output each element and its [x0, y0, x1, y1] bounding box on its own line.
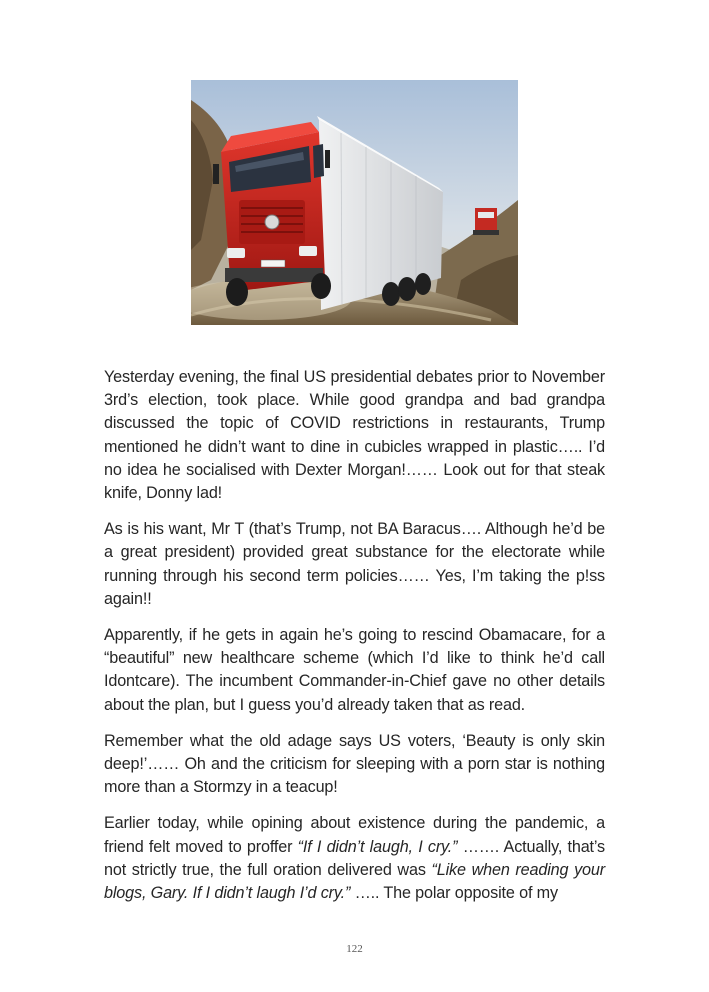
body-text: [104, 366, 605, 918]
paragraph-1-text: Yesterday evening, the final US presidential debates prior to November 3rd’s election, took place. While good grandpa and bad grandpa discussed the topic of COVID restrictions in restaurants, Trump mentioned he didn’t want to dine in cubicles wrapped in plastic….. I’d no idea he socialised with Dexter Morgan!…… Look out for that steak knife, Donny lad!: [104, 368, 605, 503]
paragraph-1: [104, 366, 605, 505]
paragraph-3: [104, 624, 605, 717]
paragraph-5-text-c: ….. The polar opposite of my: [350, 884, 558, 903]
paragraph-5-text-b: ……. Actually, that’s not strictly true, the full oration delivered was: [104, 837, 605, 879]
paragraph-5: [104, 812, 605, 905]
paragraph-2-text: As is his want, Mr T (that’s Trump, not BA Baracus…. Although he’d be a great president) provided great substance for the electorate while running through his second term policies…… Yes, I’m taking the p!ss again!!: [104, 520, 605, 608]
paragraph-5-quote-2: “Like when reading your blogs, Gary. If I didn’t laugh I’d cry.”: [104, 860, 605, 903]
page-number: 122: [346, 943, 363, 955]
paragraph-2: [104, 518, 605, 611]
truck-photo: [191, 80, 518, 325]
paragraph-4: [104, 730, 605, 800]
paragraph-3-text: Apparently, if he gets in again he’s going to rescind Obamacare, for a “beautiful” new healthcare scheme (which I’d like to think he’d call Idontcare). The incumbent Commander-in-Chief gave no other details about the plan, but I guess you’d already taken that as read.: [104, 626, 605, 714]
paragraph-5-quote-1: “If I didn’t laugh, I cry.”: [297, 837, 458, 856]
paragraph-5-text-a: Earlier today, while opining about existence during the pandemic, a friend felt moved to proffer: [104, 814, 605, 856]
paragraph-4-text: Remember what the old adage says US voters, ‘Beauty is only skin deep!’…… Oh and the criticism for sleeping with a porn star is nothing more than a Stormzy in a teacup!: [104, 731, 605, 797]
